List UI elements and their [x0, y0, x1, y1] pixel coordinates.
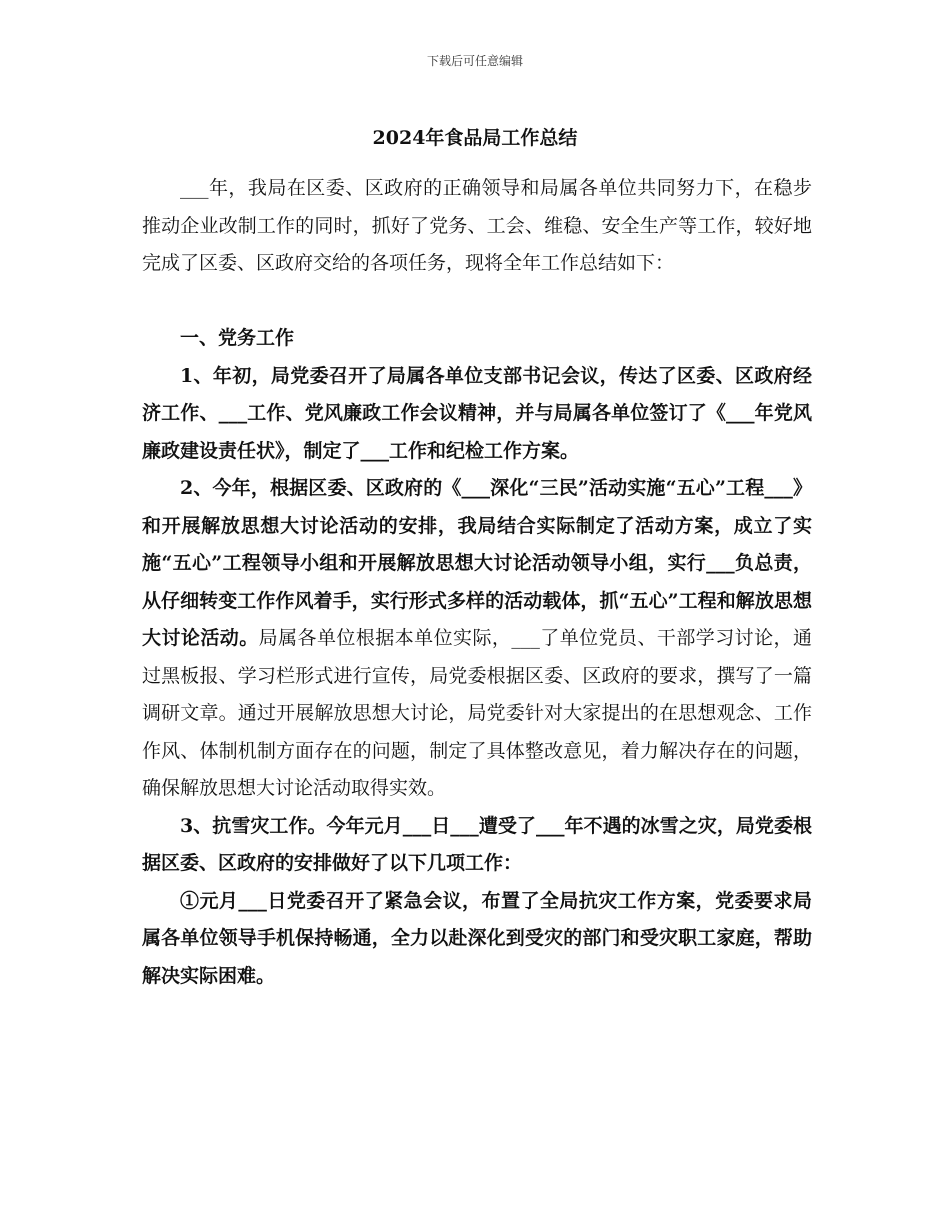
item-3-sub-1-paragraph: ①元月___日党委召开了紧急会议，布置了全局抗灾工作方案，党委要求局属各单位领导手机保持畅通，全力以赴深化到受灾的部门和受灾职工家庭，帮助解决实际困难。: [142, 889, 812, 987]
intro-paragraph: ___年，我局在区委、区政府的正确领导和局属各单位共同努力下，在稳步推动企业改制工作的同时，抓好了党务、工会、维稳、安全生产等工作，较好地完成了区委、区政府交给的各项任务，现将全年工作总结如下：: [142, 177, 812, 274]
page-header: 下载后可任意编辑: [426, 54, 523, 68]
item-1-paragraph: 1、年初，局党委召开了局属各单位支部书记会议，传达了区委、区政府经济工作、___工作、党风廉政工作会议精神，并与局属各单位签订了《___年党风廉政建设责任状》，制定了___工作和纪检工作方案。: [142, 364, 812, 462]
intro-block: [142, 170, 812, 283]
section1-heading: 一、党务工作: [180, 327, 295, 349]
item-2-bold-text: 2、今年，根据区委、区政府的《___深化“三民”活动实施“五心”工程___》和开展解放思想大讨论活动的安排，我局结合实际制定了活动方案，成立了实施“五心”工程领导小组和开展解放思想大讨论活动领导小组，实行___负总责，从仔细转变工作作风着手，实行形式多样的活动载体，抓“五心”工程和解放思想大讨论活动。: [142, 477, 812, 649]
party-section: [142, 320, 812, 995]
item-2-normal-text: 局属各单位根据本单位实际，___了单位党员、干部学习讨论，通过黑板报、学习栏形式进行宣传，局党委根据区委、区政府的要求，撰写了一篇调研文章。通过开展解放思想大讨论，局党委针对大家提出的在思想观念、工作作风、体制机制方面存在的问题，制定了具体整改意见，着力解决存在的问题，确保解放思想大讨论活动取得实效。: [142, 627, 812, 799]
document-title: 2024年食品局工作总结: [372, 127, 578, 149]
item-3-paragraph: 3、抗雪灾工作。今年元月___日___遭受了___年不遇的冰雪之灾，局党委根据区委、区政府的安排做好了以下几项工作：: [142, 814, 812, 874]
item-2-paragraph: [142, 470, 812, 808]
